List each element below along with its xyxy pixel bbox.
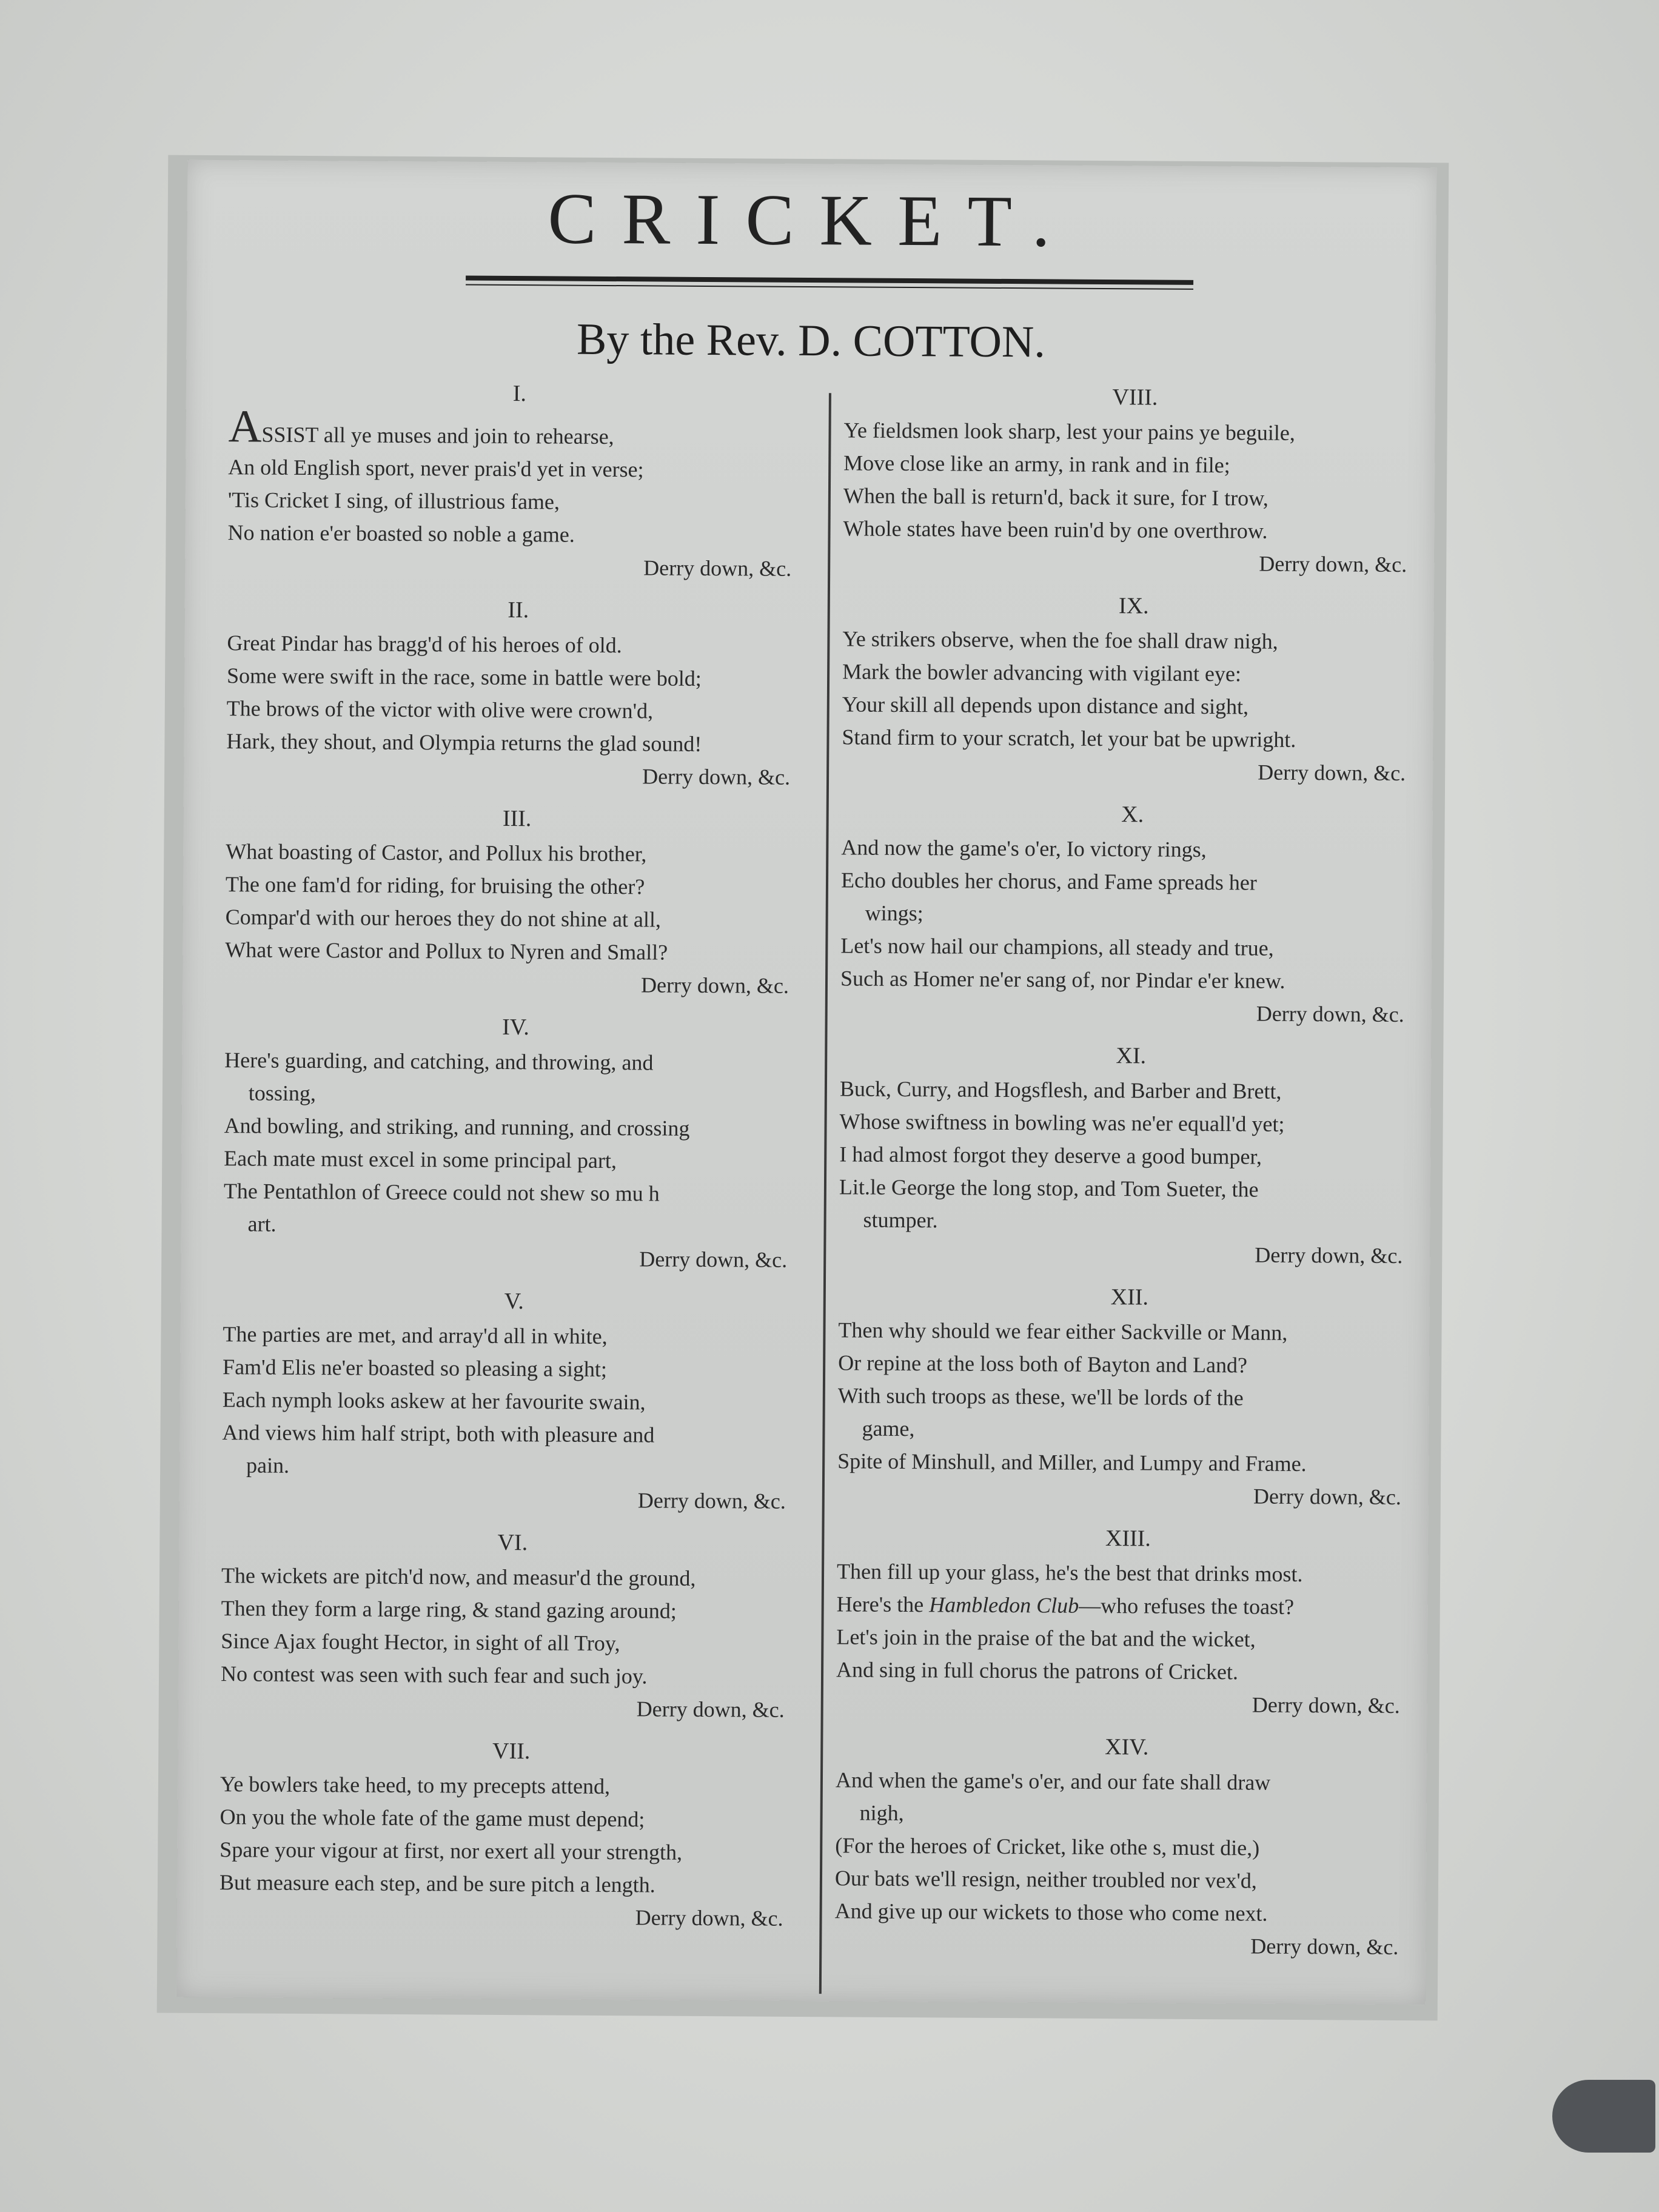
verse-line: When the ball is return'd, back it sure, for I trow,	[843, 483, 1269, 511]
stanza	[225, 803, 808, 1002]
stanza	[226, 595, 809, 794]
verse-line: Then fill up your glass, he's the best that drinks most.	[836, 1559, 1303, 1587]
verse-line: I had almost forgot they deserve a good bumper,	[839, 1142, 1262, 1169]
verse-line: Your skill all depends upon distance and sight,	[842, 692, 1249, 719]
verse-line: What were Castor and Pollux to Nyren and Small?	[225, 937, 668, 965]
refrain: Derry down, &c.	[639, 1247, 788, 1272]
drop-cap: A	[228, 401, 262, 452]
verse-line: art.	[247, 1212, 276, 1236]
verse-line: Ye strikers observe, when the foe shall draw nigh,	[842, 626, 1278, 654]
verse-line: Buck, Curry, and Hogsflesh, and Barber and Brett,	[839, 1076, 1282, 1104]
stanza-number: II.	[508, 597, 529, 623]
verse-line: Our bats we'll resign, neither troubled nor vex'd,	[834, 1866, 1257, 1893]
verse-line: And when the game's o'er, and our fate shall draw	[835, 1768, 1271, 1795]
stanza-number: I.	[512, 381, 527, 407]
verse-line: Whose swiftness in bowling was ne'er equall'd yet;	[839, 1109, 1285, 1136]
verse-line: Then why should we fear either Sackville or Mann,	[838, 1318, 1288, 1345]
verse-line: Whole states have been ruin'd by one overthrow.	[843, 516, 1268, 543]
refrain: Derry down, &c.	[643, 555, 792, 581]
verse-line: Ye fieldsmen look sharp, lest your pains ye beguile,	[843, 418, 1295, 445]
refrain: Derry down, &c.	[1258, 760, 1406, 786]
refrain: Derry down, &c.	[1255, 1242, 1403, 1269]
stanza	[842, 591, 1425, 789]
verse-line: Some were swift in the race, some in battle were bold;	[226, 663, 702, 691]
verse-line: Here's guarding, and catching, and throwing, and	[224, 1048, 654, 1075]
page-title: CRICKET.	[548, 178, 1076, 262]
verse-line: Let's join in the praise of the bat and the wicket,	[836, 1624, 1256, 1652]
verse-line: nigh,	[859, 1800, 904, 1826]
refrain: Derry down, &c.	[637, 1488, 786, 1513]
left-column	[219, 378, 811, 1948]
verse-line: Lit.le George the long stop, and Tom Sueter, the	[839, 1175, 1259, 1202]
stanza-number: XIV.	[1105, 1734, 1149, 1760]
title-rule-thick	[466, 276, 1193, 285]
stanza	[222, 1286, 805, 1518]
verse-line: game,	[862, 1416, 915, 1441]
verse-line: The one fam'd for riding, for bruising the other?	[225, 872, 645, 899]
verse-line: pain.	[246, 1453, 290, 1478]
verse-line: What boasting of Castor, and Pollux his brother,	[226, 839, 647, 866]
verse-line: Stand firm to your scratch, let your bat be upwright.	[842, 725, 1296, 752]
verse-line: Here's the Hambledon Club—who refuses the toast?	[836, 1592, 1295, 1619]
refrain: Derry down, &c.	[635, 1905, 783, 1931]
verse-line: No contest was seen with such fear and such joy.	[220, 1661, 648, 1689]
verse-line: Mark the bowler advancing with vigilant eye:	[842, 659, 1242, 686]
verse-line: Hark, they shout, and Olympia returns the glad sound!	[226, 729, 702, 756]
stanza-number: IV.	[502, 1014, 530, 1041]
verse-line: The Pentathlon of Greece could not shew so mu h	[223, 1179, 660, 1206]
stanza-number: VII.	[492, 1738, 531, 1765]
stanza-number: XI.	[1116, 1043, 1147, 1069]
title-rule-thin	[466, 284, 1193, 290]
verse-line: On you the whole fate of the game must depend;	[220, 1805, 645, 1832]
stanza-number: IX.	[1118, 593, 1149, 619]
verse-line: (For the heroes of Cricket, like othe s, must die,)	[835, 1833, 1260, 1860]
verse-line: And now the game's o'er, Io victory rings,	[841, 835, 1207, 862]
author-line: By the Rev. D. COTTON.	[576, 314, 1046, 367]
verse-line: Then they form a large ring, & stand gazing around;	[221, 1596, 677, 1623]
verse-line: And views him half stript, both with pleasure and	[222, 1420, 655, 1447]
verse-line: wings;	[865, 900, 923, 926]
verse-line: Or repine at the loss both of Bayton and Land?	[838, 1350, 1248, 1378]
stanza	[836, 1523, 1419, 1722]
verse-line: Ye bowlers take heed, to my precepts attend,	[220, 1772, 611, 1799]
verse-line: But measure each step, and be sure pitch a length.	[219, 1870, 655, 1897]
stanza-number: V.	[504, 1288, 524, 1315]
refrain: Derry down, &c.	[1259, 551, 1407, 577]
verse-line: An old English sport, never prais'd yet in verse;	[228, 455, 644, 482]
stanza	[223, 1012, 807, 1276]
refrain: Derry down, &c.	[1252, 1692, 1400, 1718]
stanza	[837, 1282, 1421, 1513]
verse-line: The brows of the victor with olive were crown'd,	[226, 696, 654, 723]
verse-line: Each mate must excel in some principal part,	[224, 1146, 617, 1173]
verse-line: stumper.	[863, 1207, 938, 1233]
refrain: Derry down, &c.	[1253, 1484, 1401, 1510]
verse-line: Compar'd with our heroes they do not shine at all,	[225, 905, 662, 932]
right-column	[834, 382, 1426, 1977]
stanza	[843, 382, 1426, 581]
verse-line: Let's now hail our champions, all steady and true,	[840, 933, 1274, 960]
printed-sheet	[176, 160, 1436, 2005]
verse-line: Each nymph looks askew at her favourite swain,	[222, 1387, 646, 1415]
verse-line: Spare your vigour at first, nor exert all your strength,	[220, 1837, 683, 1865]
verse-line	[228, 401, 810, 454]
verse-line: Great Pindar has bragg'd of his heroes of old.	[227, 631, 622, 658]
stanza-number: III.	[502, 805, 532, 832]
verse-line: No nation e'er boasted so noble a game.	[227, 520, 575, 547]
stanza	[219, 1736, 802, 1935]
stanza	[839, 1041, 1422, 1272]
refrain: Derry down, &c.	[1256, 1001, 1404, 1027]
binder-clip	[1552, 2080, 1655, 2153]
verse-line: 'Tis Cricket I sing, of illustrious fame,	[227, 488, 560, 514]
refrain: Derry down, &c.	[642, 764, 791, 789]
stanza	[834, 1732, 1418, 1963]
italic-phrase: Hambledon Club	[929, 1592, 1079, 1618]
verse-line: Fam'd Elis ne'er boasted so pleasing a sight;	[222, 1355, 608, 1381]
stanza	[227, 378, 811, 585]
verse-line: The wickets are pitch'd now, and measur'd the ground,	[221, 1563, 696, 1590]
verse-line: Spite of Minshull, and Miller, and Lumpy and Frame.	[837, 1449, 1307, 1476]
verse-line: And bowling, and striking, and running, and crossing	[224, 1113, 690, 1141]
verse-line: And give up our wickets to those who come next.	[834, 1899, 1268, 1926]
stanza-number: XIII.	[1105, 1526, 1151, 1552]
stanza-number: VIII.	[1112, 384, 1158, 411]
column-divider	[819, 393, 831, 1994]
verse-line: tossing,	[248, 1081, 317, 1106]
stanza	[840, 799, 1424, 1031]
verse-line: Such as Homer ne'er sang of, nor Pindar e'er knew.	[840, 966, 1285, 993]
verse-line: And sing in full chorus the patrons of Cricket.	[836, 1657, 1239, 1684]
refrain: Derry down, &c.	[640, 973, 789, 998]
stanza	[221, 1527, 804, 1726]
stanza-number: VI.	[497, 1529, 528, 1556]
verse-line: Since Ajax fought Hector, in sight of all Troy,	[221, 1629, 620, 1656]
verse-line-text: SSIST all ye muses and join to rehearse,	[261, 422, 614, 449]
stanza-number: XII.	[1110, 1284, 1149, 1310]
verse-line: With such troops as these, we'll be lords of the	[837, 1383, 1244, 1410]
refrain: Derry down, &c.	[636, 1697, 785, 1722]
verse-line: Echo doubles her chorus, and Fame spreads her	[840, 868, 1257, 895]
verse-line: Move close like an army, in rank and in file;	[843, 451, 1230, 478]
refrain: Derry down, &c.	[1250, 1934, 1399, 1959]
verse-line: The parties are met, and array'd all in white,	[223, 1322, 608, 1349]
stanza-number: X.	[1121, 802, 1144, 828]
